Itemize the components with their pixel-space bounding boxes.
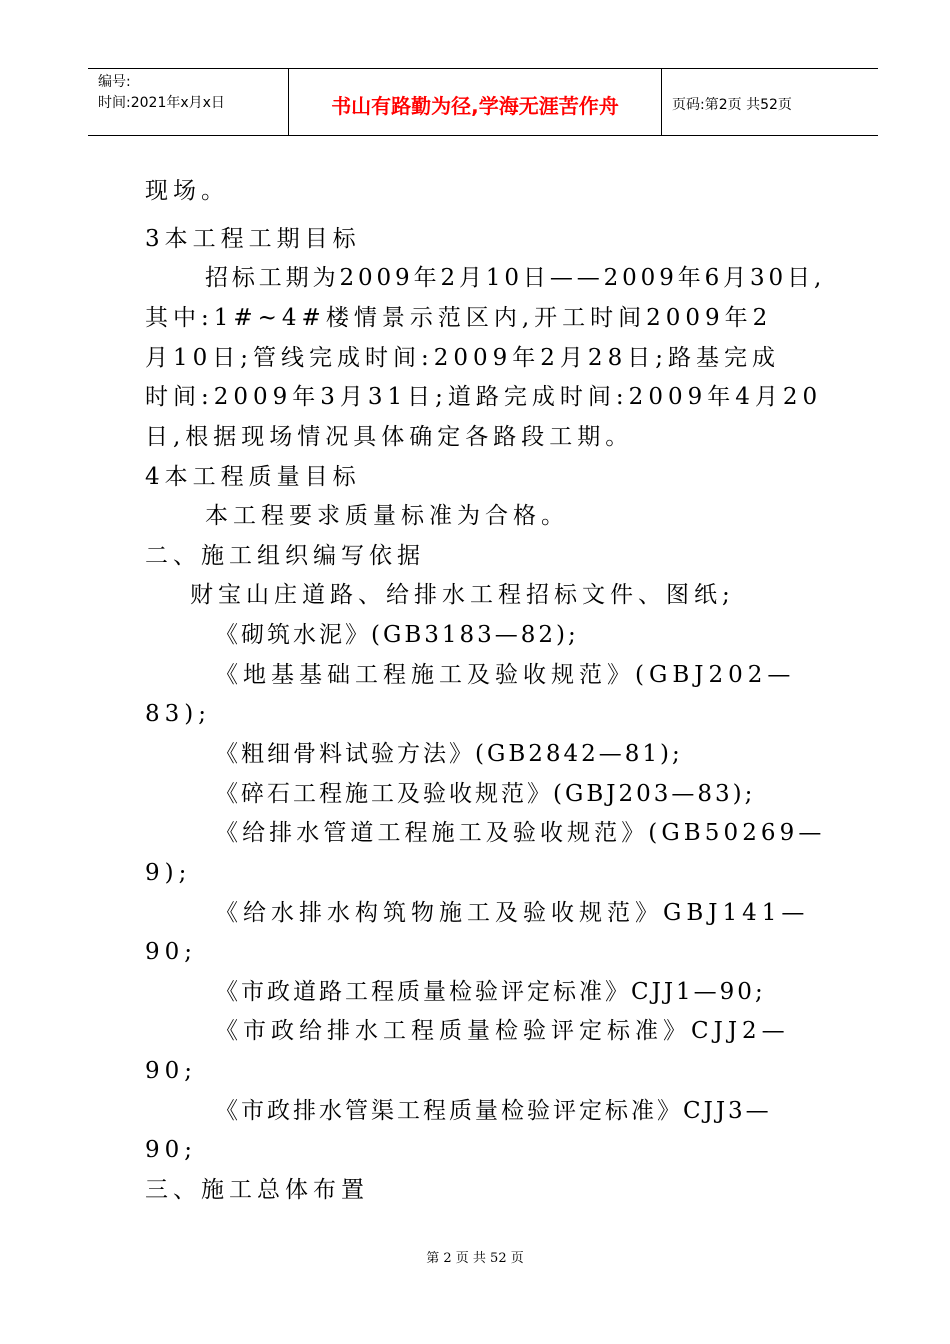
text-line: 83);: [145, 701, 211, 727]
standard-item: 《市政给排水工程质量检验评定标准》CJJ2—: [215, 1018, 790, 1044]
standard-item: 《粗细骨料试验方法》(GB2842—81);: [215, 741, 683, 767]
page-footer: 第 2 页 共 52 页: [426, 1251, 524, 1266]
section-heading: 3本工程工期目标: [145, 226, 361, 252]
text-line: 其中:1#~4#楼情景示范区内,开工时间2009年2: [145, 305, 773, 331]
section-heading: 二、施工组织编写依据: [145, 543, 425, 569]
standard-item: 《市政道路工程质量检验评定标准》CJJ1—90;: [215, 979, 766, 1005]
text-line: 财宝山庄道路、给排水工程招标文件、图纸;: [190, 582, 735, 608]
section-heading: 4本工程质量目标: [145, 464, 361, 490]
text-line: 现场。: [145, 178, 229, 204]
header-motto: 书山有路勤为径,学海无涯苦作舟: [288, 69, 662, 135]
standard-item: 《给排水管道工程施工及验收规范》(GB50269—: [215, 820, 826, 846]
text-line: 90;: [145, 1137, 198, 1163]
standard-item: 《市政排水管渠工程质量检验评定标准》CJJ3—: [215, 1098, 772, 1124]
page-header: [88, 68, 878, 136]
text-line: 本工程要求质量标准为合格。: [205, 503, 569, 529]
text-line: 时间:2009年3月31日;道路完成时间:2009年4月20: [145, 384, 823, 410]
text-line: 月10日;管线完成时间:2009年2月28日;路基完成: [145, 345, 780, 371]
document-number-label: 编号:: [98, 74, 131, 90]
header-meta: [88, 69, 288, 135]
text-line: 招标工期为2009年2月10日——2009年6月30日,: [205, 265, 826, 291]
section-heading: 三、施工总体布置: [145, 1177, 369, 1203]
standard-item: 《给水排水构筑物施工及验收规范》GBJ141—: [215, 900, 810, 926]
document-date-label: 时间:2021年x月x日: [98, 95, 225, 111]
standard-item: 《地基基础工程施工及验收规范》(GBJ202—: [215, 662, 796, 688]
standard-item: 《碎石工程施工及验收规范》(GBJ203—83);: [215, 781, 756, 807]
text-line: 日,根据现场情况具体确定各路段工期。: [145, 424, 634, 450]
header-page-number: 页码:第2页 共52页: [672, 97, 792, 113]
text-line: 9);: [145, 860, 192, 886]
text-line: 90;: [145, 939, 198, 965]
text-line: 90;: [145, 1058, 198, 1084]
standard-item: 《砌筑水泥》(GB3183—82);: [215, 622, 579, 648]
